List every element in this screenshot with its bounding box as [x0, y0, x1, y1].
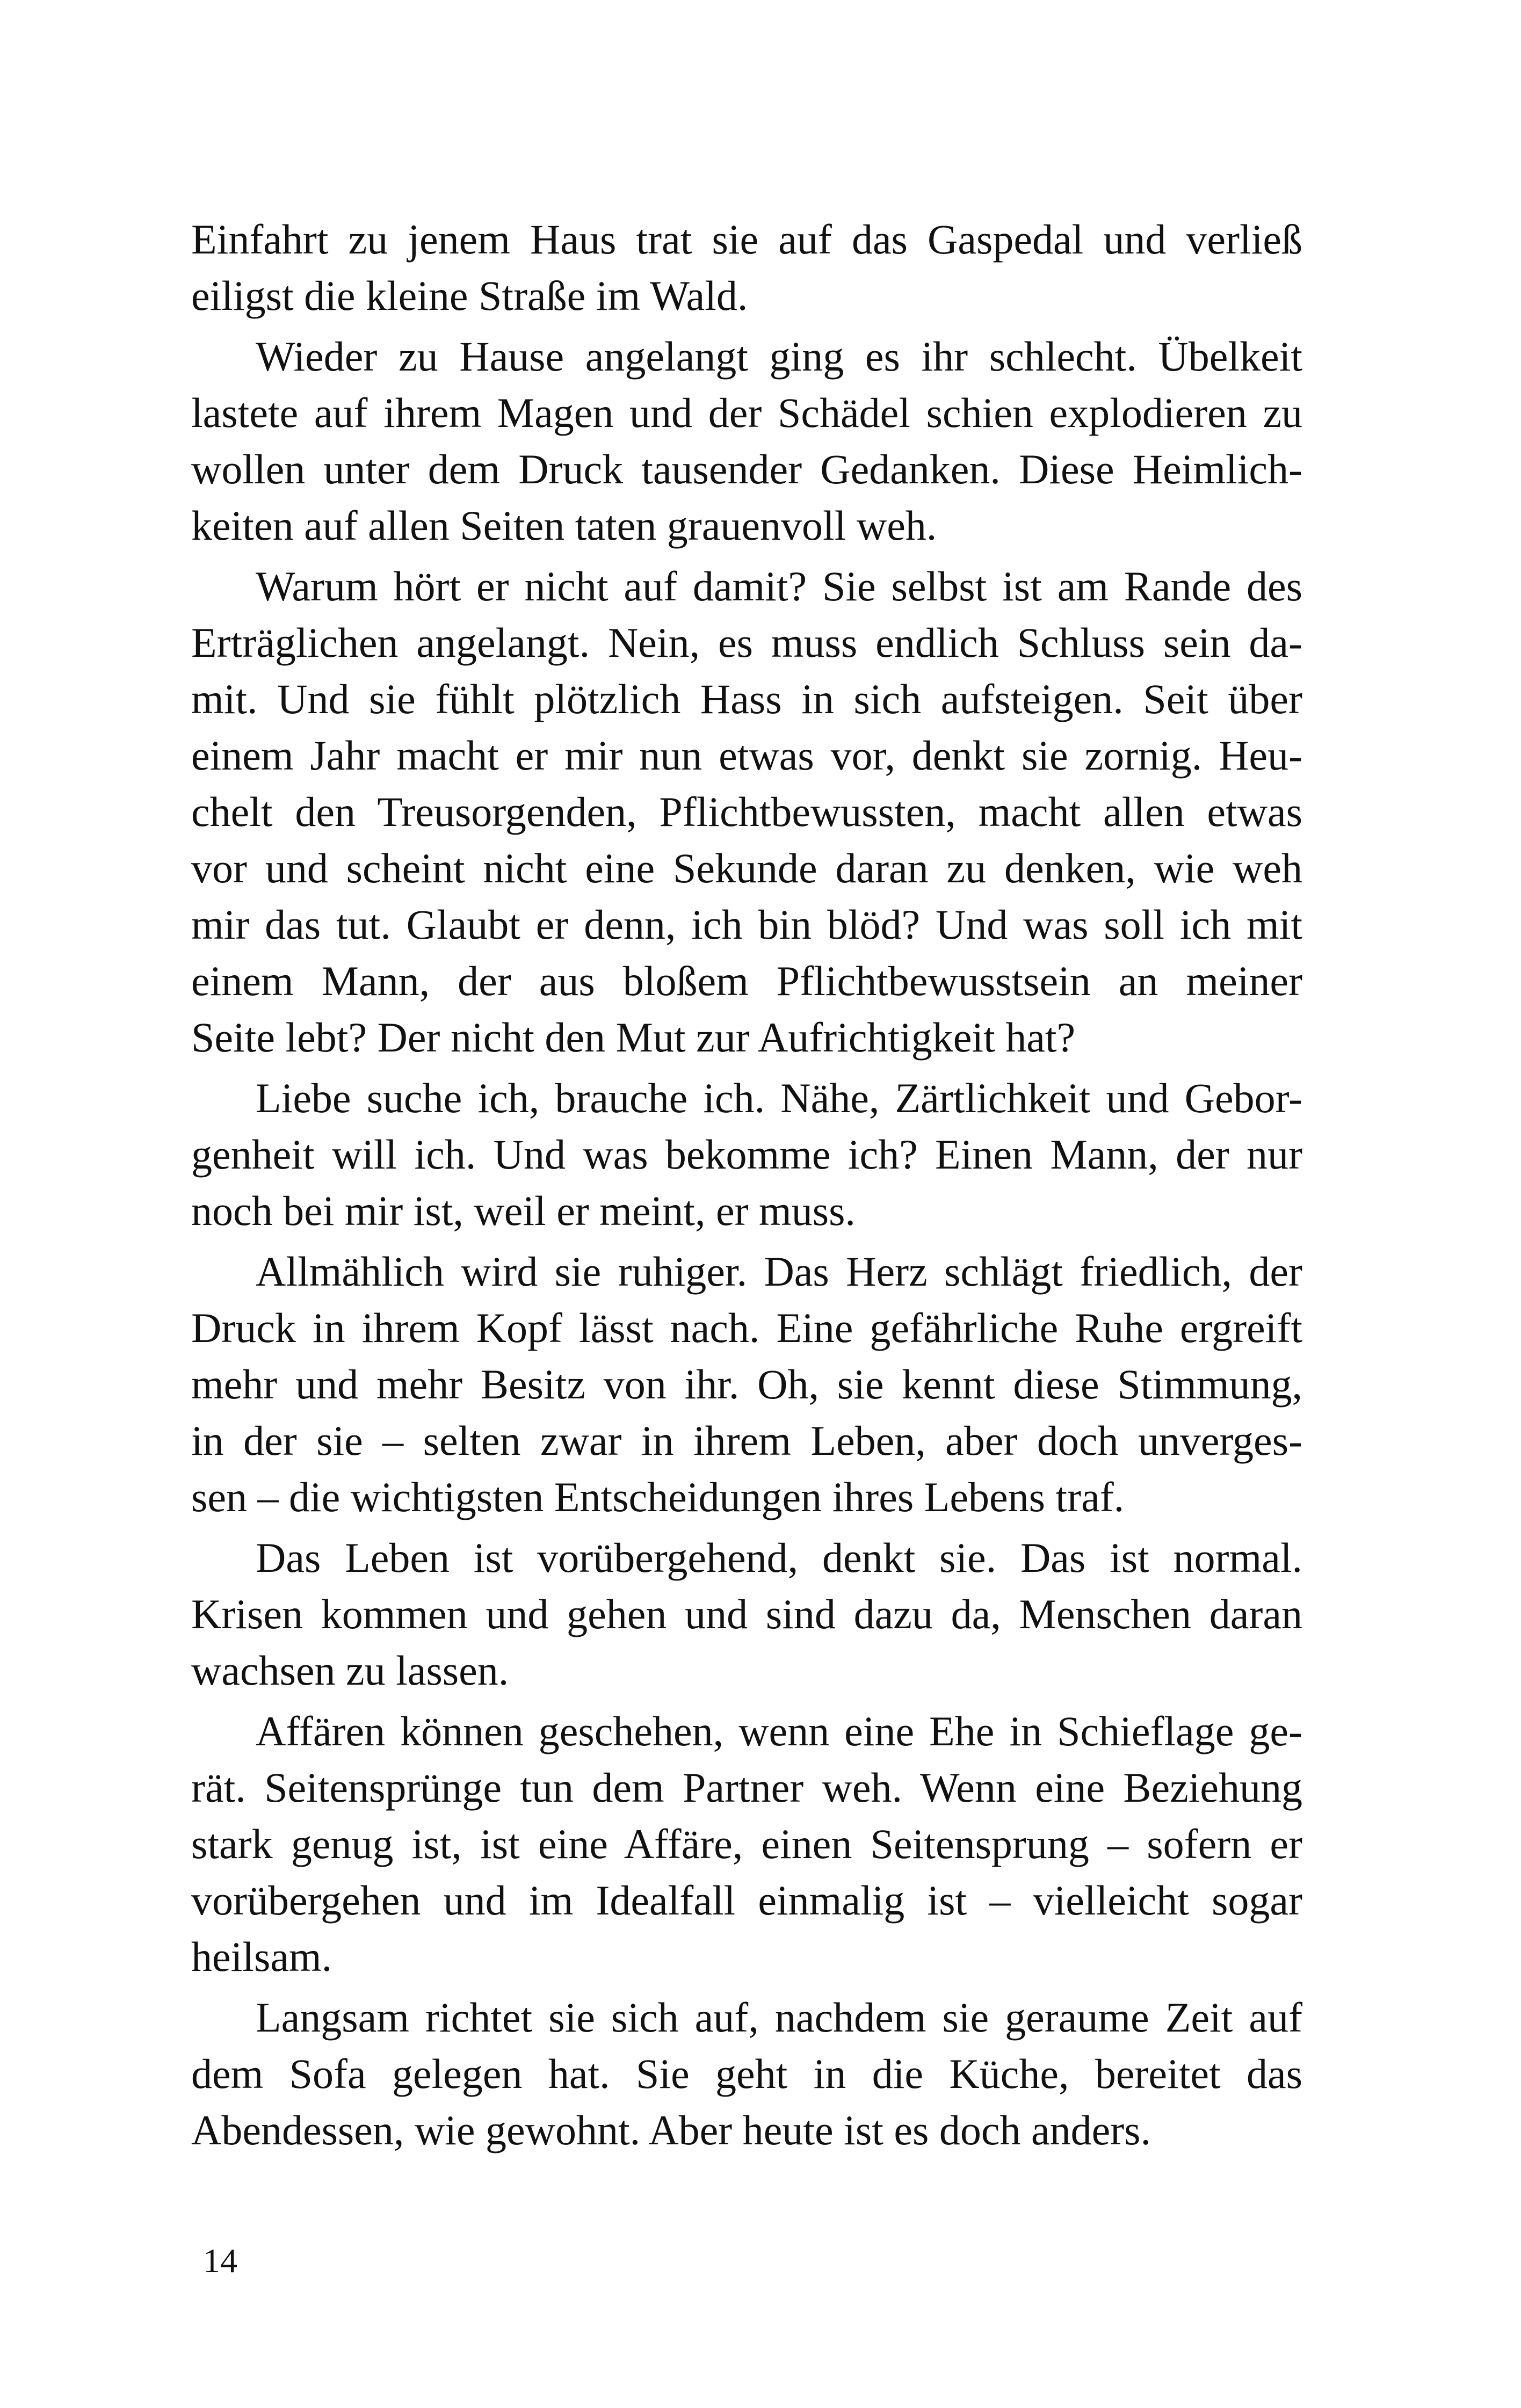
text-line: eiligst die kleine Straße im Wald.: [191, 272, 748, 319]
text-line: Das Leben ist vorübergehend, denkt sie. Das ist normal.: [256, 1534, 1302, 1581]
text-line: mehr und mehr Besitz von ihr. Oh, sie kennt diese Stimmung,: [191, 1361, 1302, 1408]
text-line: Erträglichen angelangt. Nein, es muss endlich Schluss sein da-: [191, 619, 1302, 666]
text-line: vor und scheint nicht eine Sekunde daran zu denken, wie weh: [191, 845, 1302, 891]
text-line: vorübergehen und im Idealfall einmalig ist – vielleicht sogar: [191, 1877, 1302, 1924]
text-line: Liebe suche ich, brauche ich. Nähe, Zärtlichkeit und Gebor-: [256, 1075, 1302, 1121]
text-line: dem Sofa gelegen hat. Sie geht in die Küche, bereitet das: [191, 2050, 1302, 2097]
text-line: Einfahrt zu jenem Haus trat sie auf das Gaspedal und verließ: [191, 216, 1302, 263]
text-line: Affären können geschehen, wenn eine Ehe in Schieflage ge-: [256, 1708, 1302, 1754]
text-line: Druck in ihrem Kopf lässt nach. Eine gefährliche Ruhe ergreift: [191, 1304, 1302, 1351]
text-line: sen – die wichtigsten Entscheidungen ihres Lebens traf.: [191, 1474, 1125, 1520]
text-line: keiten auf allen Seiten taten grauenvoll weh.: [191, 502, 937, 549]
text-line: Seite lebt? Der nicht den Mut zur Aufrichtigkeit hat?: [191, 1014, 1076, 1061]
text-line: Wieder zu Hause angelangt ging es ihr schlecht. Übelkeit: [256, 333, 1302, 380]
text-line: noch bei mir ist, weil er meint, er muss.: [191, 1187, 856, 1234]
text-line: Langsam richtet sie sich auf, nachdem sie geraume Zeit auf: [256, 1994, 1302, 2041]
text-line: stark genug ist, ist eine Affäre, einen Seitensprung – sofern er: [191, 1820, 1302, 1867]
text-line: heilsam.: [191, 1933, 332, 1980]
text-line: einem Mann, der aus bloßem Pflichtbewusstsein an meiner: [191, 958, 1302, 1004]
text-line: mit. Und sie fühlt plötzlich Hass in sich aufsteigen. Seit über: [191, 676, 1302, 722]
text-line: lastete auf ihrem Magen und der Schädel schien explodieren zu: [191, 389, 1302, 436]
text-line: wachsen zu lassen.: [191, 1647, 509, 1694]
text-line: Krisen kommen und gehen und sind dazu da, Menschen daran: [191, 1591, 1302, 1637]
text-line: chelt den Treusorgenden, Pflichtbewussten, macht allen etwas: [191, 788, 1302, 835]
text-line: Abendessen, wie gewohnt. Aber heute ist es doch anders.: [191, 2107, 1151, 2153]
text-line: wollen unter dem Druck tausender Gedanken. Diese Heimlich-: [191, 446, 1302, 492]
text-line: Warum hört er nicht auf damit? Sie selbst ist am Rande des: [256, 563, 1302, 610]
page-number: 14: [203, 2242, 237, 2280]
text-line: einem Jahr macht er mir nun etwas vor, denkt sie zornig. Heu-: [191, 732, 1302, 779]
text-line: mir das tut. Glaubt er denn, ich bin blöd? Und was soll ich mit: [191, 901, 1302, 948]
text-line: Allmählich wird sie ruhiger. Das Herz schlägt friedlich, der: [256, 1248, 1302, 1295]
text-line: in der sie – selten zwar in ihrem Leben, aber doch unverges-: [191, 1417, 1302, 1464]
text-line: genheit will ich. Und was bekomme ich? Einen Mann, der nur: [191, 1131, 1302, 1178]
text-line: rät. Seitensprünge tun dem Partner weh. Wenn eine Beziehung: [191, 1764, 1302, 1811]
